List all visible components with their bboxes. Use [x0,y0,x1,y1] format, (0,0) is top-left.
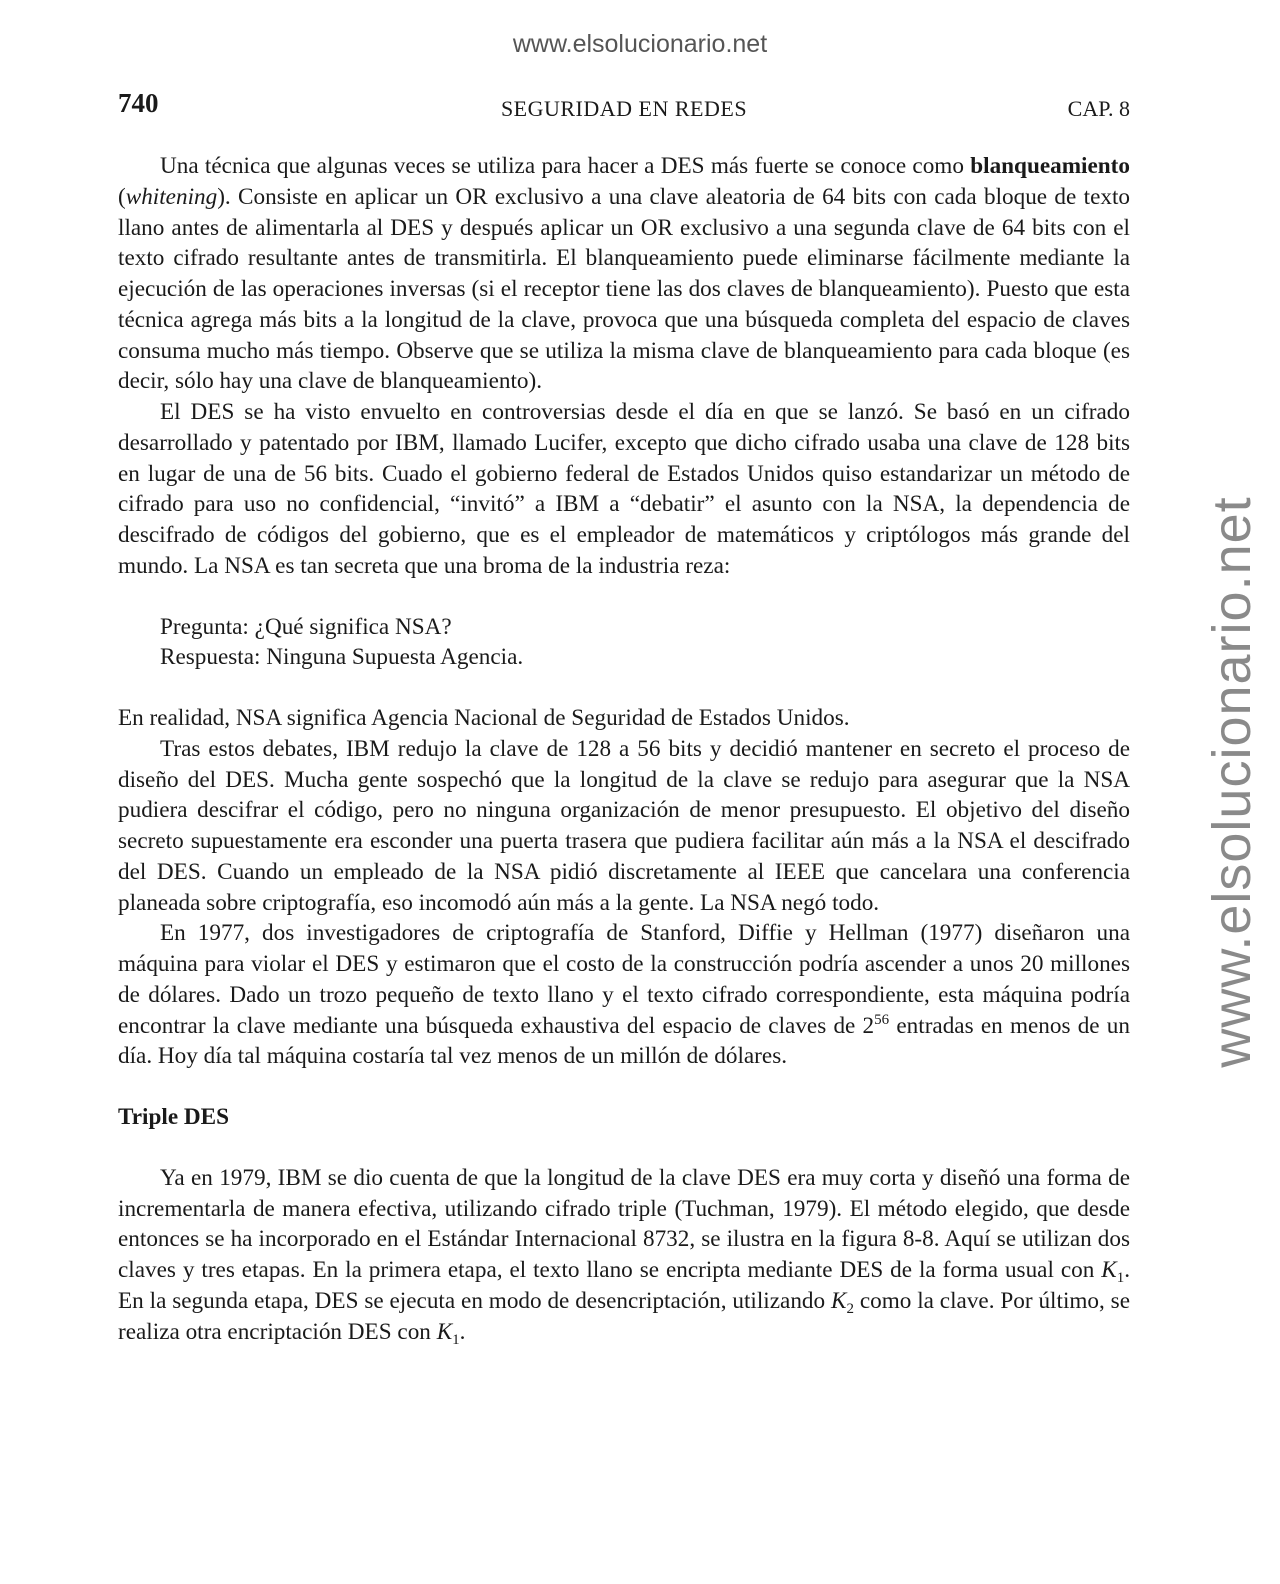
watermark-top: www.elsolucionario.net [512,30,768,58]
text-span: En 1977, dos investigadores de criptografía de Stanford, Diffie y Hellman (1977) diseñaron una máquina para violar el DES y estimaron que el costo de la construcción podría ascender a unos 20 millones de dólares. Dado un trozo pequeño de texto llano y el texto cifrado correspondiente, esta máquina podría encontrar la clave mediante una búsqueda exhaustiva del espacio de claves de 2 [118,920,1130,1039]
page-number: 740 [118,88,159,118]
text-span: como la clave. Por último, se realiza otra encriptación DES con [118,1287,1130,1345]
key-subscript: 1 [1116,1270,1125,1286]
text-span: entradas en menos de un día. Hoy día tal máquina costaría tal vez menos de un millón de dólares. [118,1012,1130,1070]
paragraph-whitening [118,151,1130,397]
key-subscript: 1 [452,1331,460,1348]
exponent: 56 [874,1011,890,1028]
key-symbol: K [1101,1257,1117,1283]
term-italic: whitening [125,183,218,210]
paragraph-diffie-hellman [118,918,1130,1072]
paragraph-controversy: El DES se ha visto envuelto en controversias desde el día en que se lanzó. Se basó en un cifrado desarrollado y patentado por IBM, llamado Lucifer, excepto que dicho cifrado usaba una clave de 128 bits en lugar de una de 56 bits. Cuado el gobierno federal de Estados Unidos quiso estandarizar un método de cifrado para uso no confidencial, “invitó” a IBM a “debatir” el asunto con la NSA, la dependencia de descifrado de códigos del gobierno, que es el empleador de matemáticos y criptólogos más grande del mundo. La NSA es tan secreta que una broma de la industria reza: [118,399,1130,579]
paragraph-nsa-meaning: En realidad, NSA significa Agencia Nacional de Seguridad de Estados Unidos. [118,705,850,731]
dialog-question: Pregunta: ¿Qué significa NSA? [160,613,452,640]
watermark-side: www.elsolucionario.net [1202,496,1262,1068]
key-symbol: K [436,1318,453,1345]
text-span: . [459,1318,466,1345]
text-span: ( [118,183,126,210]
text-span: Una técnica que algunas veces se utiliza para hacer a DES más fuerte se conoce como [160,153,971,179]
paragraph-debates: Tras estos debates, IBM redujo la clave de 128 a 56 bits y decidió mantener en secreto el proceso de diseño del DES. Mucha gente sospechó que la longitud de la clave se redujo para asegurar que la NSA pudiera descifrar el código, pero no ninguna organización de menor presupuesto. El objetivo del diseño secreto supuestamente era esconder una puerta trasera que pudiera facilitar aún más a la NSA el descifrado del DES. Cuando un empleado de la NSA pidió discretamente al IEEE que cancelara una conferencia planeada sobre criptografía, eso incomodó aún más a la gente. La NSA negó todo. [118,735,1130,916]
page-body [118,151,1130,1347]
running-title: SEGURIDAD EN REDES [500,96,748,121]
term-bold: blanqueamiento [970,153,1130,179]
key-subscript: 2 [846,1300,854,1317]
text-span: Ya en 1979, IBM se dio cuenta de que la longitud de la clave DES era muy corta y diseñó una forma de incrementarla de manera efectiva, utilizando cifrado triple (Tuchman, 1979). El método elegido, que desde entonces se ha incorporado en el Estándar Internacional 8732, se ilustra en la figura 8-8. Aquí se utilizan dos claves y tres etapas. En la primera etapa, el texto llano se encripta mediante DES de la forma usual con [118,1164,1130,1283]
paragraph-triple-des [118,1163,1130,1348]
key-symbol: K [830,1287,847,1314]
dialog-answer: Respuesta: Ninguna Supuesta Agencia. [160,644,524,671]
joke-dialog [160,612,1130,674]
chapter-label: CAP. 8 [1067,96,1130,121]
page-header [118,88,1130,128]
text-span: . En la segunda etapa, DES se ejecuta en modo de desencriptación, utilizando [118,1257,1130,1314]
section-heading: Triple DES [118,1104,230,1130]
text-span: ). Consiste en aplicar un OR exclusivo a una clave aleatoria de 64 bits con cada bloque de texto llano antes de alimentarla al DES y después aplicar un OR exclusivo a una segunda clave de 64 bits con el texto cifrado resultante antes de transmitirla. El blanqueamiento puede eliminarse fácilmente mediante la ejecución de las operaciones inversas (si el receptor tiene las dos claves de blanqueamiento). Puesto que esta técnica agrega más bits a la longitud de la clave, provoca que una búsqueda completa del espacio de claves consuma mucho más tiempo. Observe que se utiliza la misma clave de blanqueamiento para cada bloque (es decir, sólo hay una clave de blanqueamiento). [118,183,1130,395]
